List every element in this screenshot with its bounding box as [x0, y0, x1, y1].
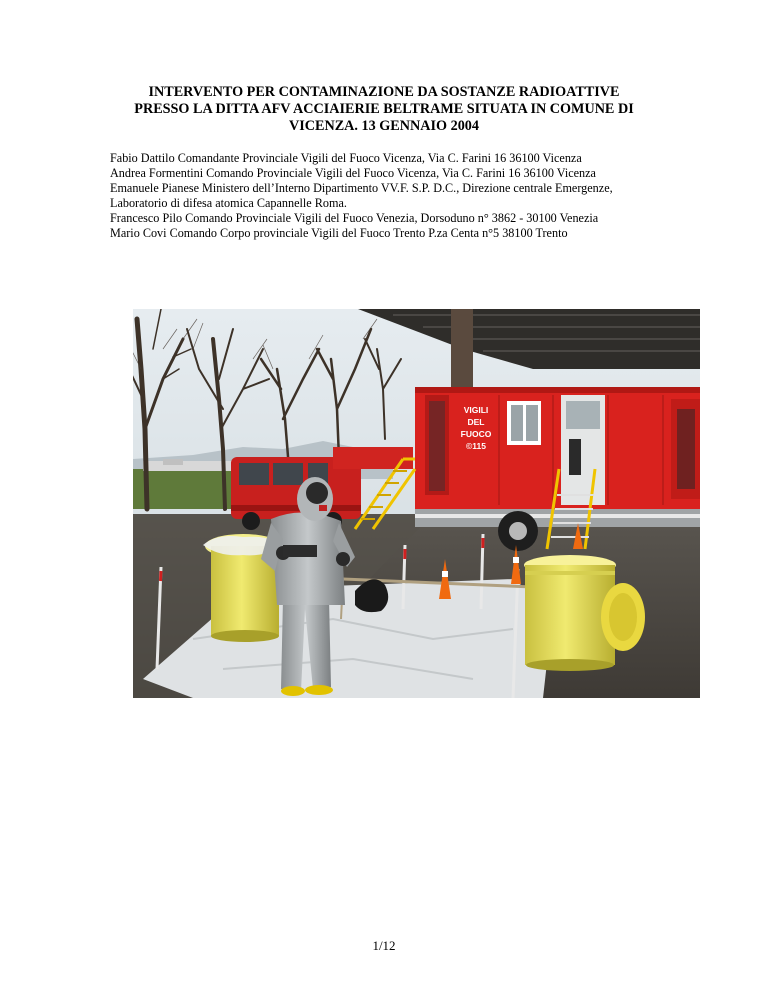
- author-line-3: Emanuele Pianese Ministero dell’Interno Dipartimento VV.F. S.P. D.C., Direzione centrale Emergenze,: [110, 181, 613, 195]
- author-line-1: Fabio Dattilo Comandante Provinciale Vigili del Fuoco Vicenza, Via C. Farini 16 36100 Vicenza: [110, 151, 582, 165]
- title-line-3: VICENZA. 13 GENNAIO 2004: [289, 118, 479, 134]
- document-title: [90, 84, 678, 135]
- truck-text-line-3: FUOCO: [460, 429, 492, 439]
- author-line-2: Andrea Formentini Comando Provinciale Vigili del Fuoco Vicenza, Via C. Farini 16 36100 Vicenza: [110, 166, 596, 180]
- authors-block: [110, 151, 710, 241]
- author-line-4: Laboratorio di difesa atomica Capannelle Roma.: [110, 196, 347, 210]
- truck-text-line-4: ©115: [466, 441, 486, 451]
- truck-text-line-1: VIGILI: [463, 405, 489, 415]
- decontamination-photo: [133, 309, 700, 698]
- author-line-5: Francesco Pilo Comando Provinciale Vigili del Fuoco Venezia, Dorsoduno n° 3862 - 30100 Venezia: [110, 211, 599, 225]
- author-line-6: Mario Covi Comando Corpo provinciale Vigili del Fuoco Trento P.za Centa n°5 38100 Trento: [110, 226, 568, 240]
- title-line-1: INTERVENTO PER CONTAMINAZIONE DA SOSTANZE RADIOATTIVE: [148, 84, 620, 100]
- truck-text-line-2: DEL: [467, 417, 485, 427]
- page-number: 1/12: [372, 938, 396, 953]
- title-line-2: PRESSO LA DITTA AFV ACCIAIERIE BELTRAME SITUATA IN COMUNE DI: [134, 101, 634, 117]
